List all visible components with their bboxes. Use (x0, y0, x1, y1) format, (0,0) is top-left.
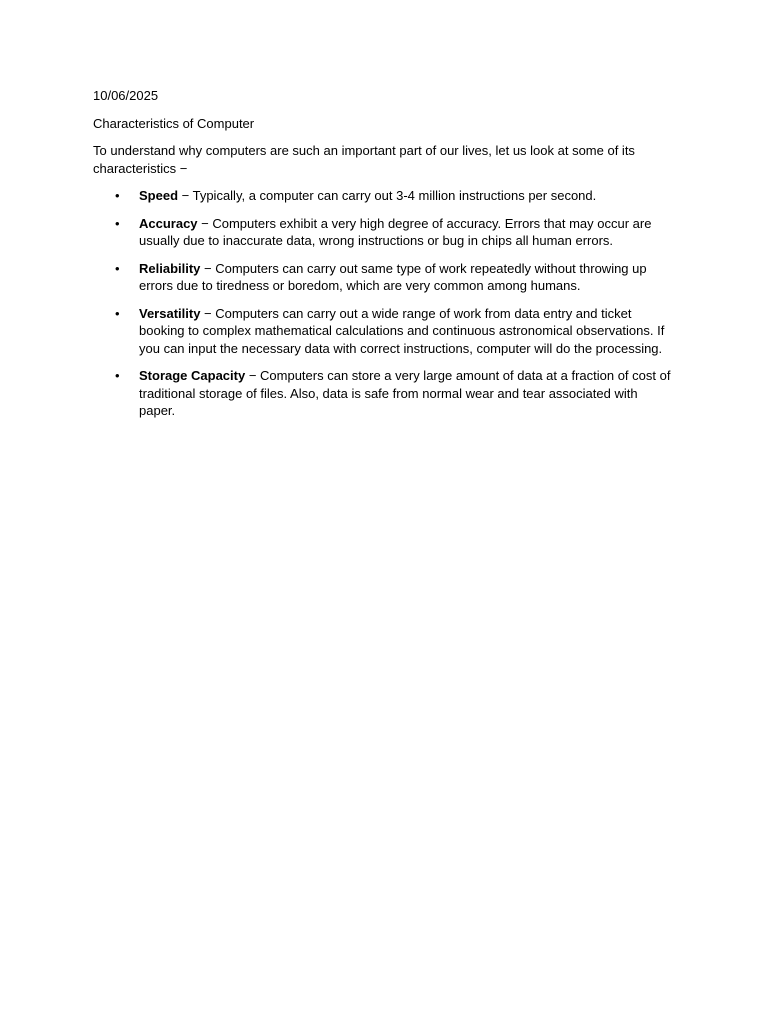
bullet-icon: • (115, 305, 120, 321)
list-item-term: Speed (139, 188, 179, 203)
document-body (93, 87, 673, 430)
document-title: Characteristics of Computer (93, 115, 255, 131)
characteristics-list (93, 187, 673, 420)
list-item-term: Reliability (139, 260, 201, 276)
list-item-versatility (93, 305, 673, 358)
intro-paragraph: To understand why computers are such an important part of our lives, let us look at some of its characteristics − (93, 143, 635, 176)
bullet-icon: • (115, 215, 120, 231)
bullet-icon: • (115, 368, 120, 383)
list-item-accuracy (93, 215, 673, 250)
list-item-reliability (93, 260, 673, 295)
list-item-term: Accuracy (139, 215, 198, 231)
document-date: 10/06/2025 (93, 88, 159, 103)
bullet-icon: • (115, 260, 120, 276)
list-item-text: − Computers can store a very large amount of data at a fraction of cost of traditional storage of files. Also, data is safe from normal wear and tear associated with paper. (139, 368, 671, 418)
list-item-text: − Typically, a computer can carry out 3-4 million instructions per second. (178, 188, 597, 203)
list-item-text: − Computers can carry out a wide range of work from data entry and ticket booking to complex mathematical calculations and continuous astronomical observations. If you can input the necessary data with correct instructions, computer will do the processing. (139, 305, 665, 356)
list-item-term: Versatility (139, 305, 201, 321)
list-item-text: − Computers can carry out same type of work repeatedly without throwing up errors due to tiredness or boredom, which are very common among humans. (139, 260, 647, 293)
bullet-icon: • (115, 188, 120, 203)
list-item-term: Storage Capacity (139, 368, 246, 383)
list-item-speed (93, 187, 673, 205)
list-item-storage-capacity (93, 367, 673, 420)
list-item-text: − Computers exhibit a very high degree of accuracy. Errors that may occur are usually due to inaccurate data, wrong instructions or bug in chips all human errors. (139, 215, 652, 248)
